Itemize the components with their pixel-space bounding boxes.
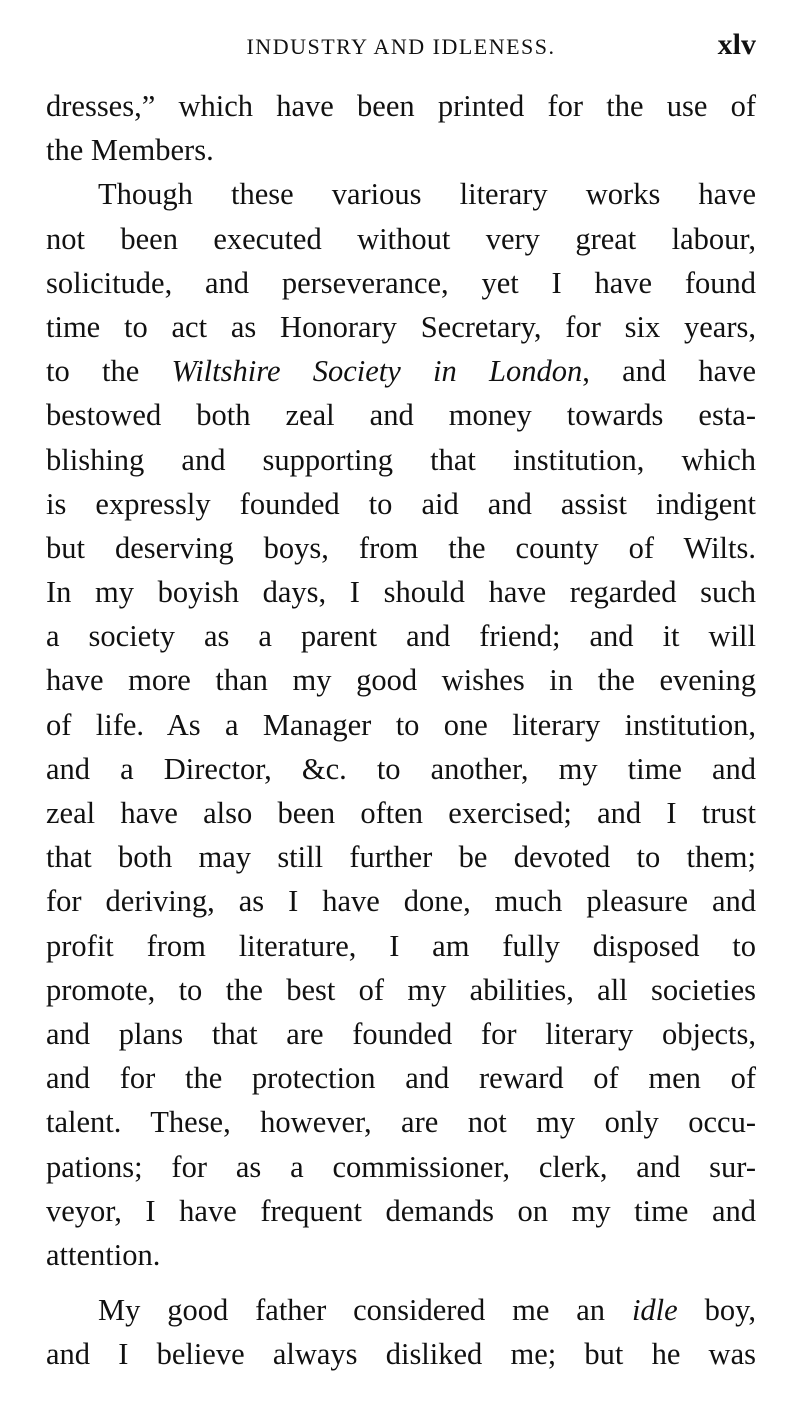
text-fragment: My good father considered me an [98, 1293, 632, 1328]
text-line: In my boyish days, I should have regarded such [46, 575, 756, 610]
text-line: is expressly founded to aid and assist indigent [46, 486, 756, 521]
text-line: zeal have also been often exercised; and I trust [46, 796, 756, 830]
text-line: not been executed without very great labour, [46, 221, 756, 256]
italic-word: idle [631, 1293, 678, 1328]
text-line: talent. These, however, are not my only occu- [46, 1105, 756, 1140]
paragraph-1 [46, 84, 756, 172]
text-line: profit from literature, I am fully disposed to [46, 928, 756, 963]
text-fragment: boy, [677, 1293, 756, 1328]
text-line: time to act as Honorary Secretary, for six years, [46, 309, 756, 344]
text-line: a society as a parent and friend; and it will [46, 619, 756, 654]
text-line: bestowed both zeal and money towards esta- [46, 398, 756, 433]
text-fragment: , and have [582, 354, 756, 389]
text-line: and I believe always disliked me; but he was [46, 1337, 756, 1372]
running-header [46, 0, 756, 84]
paragraph-3 [46, 1288, 756, 1376]
text-line: have more than my good wishes in the evening [46, 663, 756, 698]
text-line: but deserving boys, from the county of Wilts. [46, 530, 756, 565]
text-line: for deriving, as I have done, much pleasure and [46, 884, 756, 919]
paragraph-gap [46, 1277, 756, 1288]
running-title: INDUSTRY AND IDLENESS. [246, 34, 556, 59]
paragraph-2 [46, 172, 756, 1277]
text-line: solicitude, and perseverance, yet I have found [46, 265, 756, 300]
text-line: pations; for as a commissioner, clerk, and sur- [46, 1149, 756, 1184]
text-line: dresses,” which have been printed for the use of [46, 89, 756, 123]
italic-society-name: Wiltshire Society in London [171, 354, 583, 389]
text-line [46, 1288, 756, 1332]
text-line: and a Director, &c. to another, my time and [46, 751, 756, 786]
text-line [46, 349, 756, 393]
text-line: of life. As a Manager to one literary institution, [46, 707, 756, 742]
text-line: that both may still further be devoted to them; [46, 840, 756, 875]
text-line: veyor, I have frequent demands on my time and [46, 1193, 756, 1228]
text-line: promote, to the best of my abilities, all societies [46, 972, 756, 1007]
page-number: xlv [717, 28, 756, 61]
text-line: the Members. [46, 133, 214, 168]
text-fragment: to the [46, 354, 172, 389]
text-line: attention. [46, 1237, 161, 1272]
text-line: and plans that are founded for literary objects, [46, 1016, 756, 1051]
text-line: blishing and supporting that institution, which [46, 442, 756, 477]
text-line: and for the protection and reward of men of [46, 1061, 756, 1096]
text-line: Though these various literary works have [98, 177, 756, 212]
